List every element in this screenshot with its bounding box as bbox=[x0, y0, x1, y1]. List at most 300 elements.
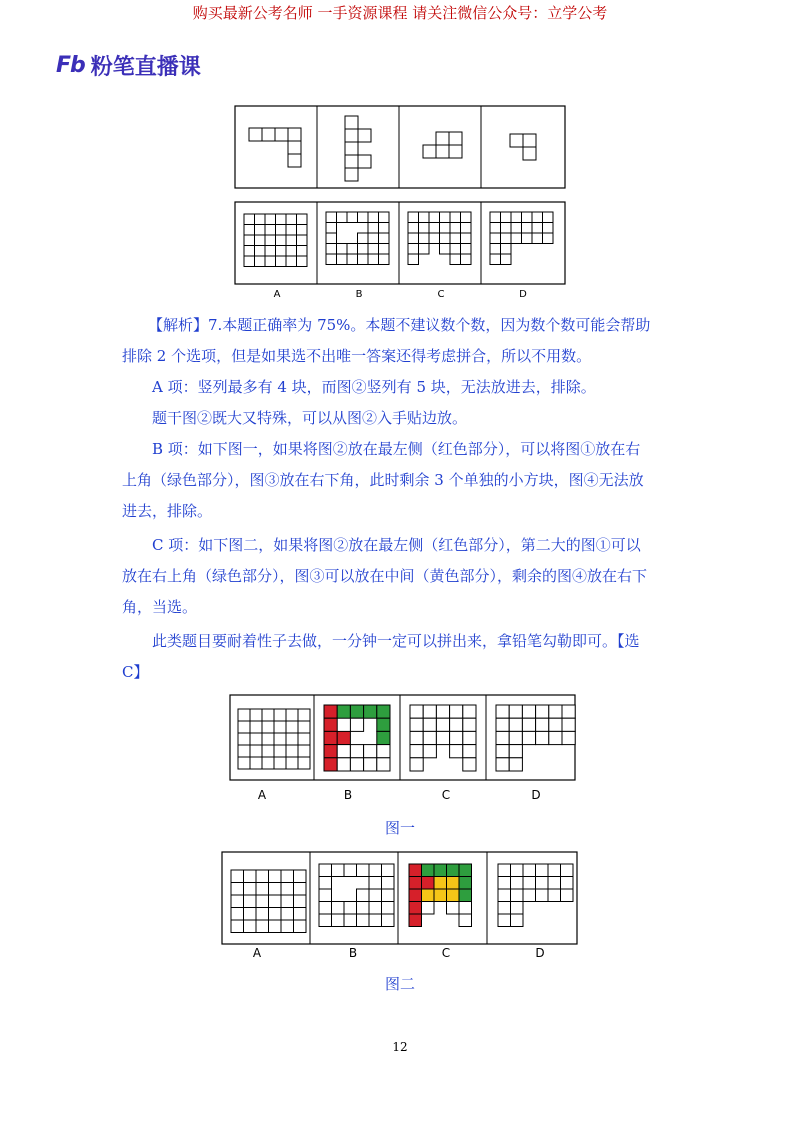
analysis-paragraph-3: 题干图②既大又特殊，可以从图②入手贴边放。 bbox=[152, 409, 468, 427]
grid-cell bbox=[461, 244, 472, 255]
grid-cell bbox=[450, 244, 461, 255]
grid-cell bbox=[269, 908, 282, 921]
grid-cell bbox=[434, 877, 447, 890]
grid-cell bbox=[231, 908, 244, 921]
grid-cell bbox=[337, 758, 350, 771]
grid-cell bbox=[450, 731, 463, 744]
grid-cell bbox=[265, 225, 276, 236]
grid-cell bbox=[498, 877, 511, 890]
grid-cell bbox=[269, 883, 282, 896]
grid-cell bbox=[536, 705, 549, 718]
grid-cell bbox=[324, 705, 337, 718]
grid-cell bbox=[463, 745, 476, 758]
fig2-choice-c: C bbox=[441, 946, 451, 960]
grid-cell bbox=[511, 877, 524, 890]
grid-cell bbox=[408, 233, 419, 244]
grid-cell bbox=[509, 745, 522, 758]
page-number: 12 bbox=[392, 1040, 408, 1054]
grid-cell bbox=[501, 223, 512, 234]
grid-cell bbox=[250, 721, 262, 733]
analysis-line: B 项：如下图一，如果将图②放在最左侧（红色部分），可以将图①放在右 bbox=[152, 440, 641, 458]
grid-cell bbox=[286, 225, 297, 236]
grid-cell bbox=[265, 246, 276, 257]
grid-cell bbox=[436, 145, 449, 158]
grid-cell bbox=[450, 233, 461, 244]
grid-cell bbox=[298, 721, 310, 733]
grid-cell bbox=[357, 889, 370, 902]
analysis-line: 此类题目要耐着性子去做，一分钟一定可以拼出来，拿铅笔勾勒即可。【选 bbox=[152, 632, 640, 650]
grid-cell bbox=[410, 758, 423, 771]
grid-cell bbox=[288, 141, 301, 154]
grid-cell bbox=[281, 870, 294, 883]
grid-cell bbox=[297, 246, 308, 257]
grid-cell bbox=[429, 212, 440, 223]
grid-cell bbox=[357, 864, 370, 877]
figure-1 bbox=[230, 695, 575, 780]
fenbi-logo bbox=[56, 50, 201, 81]
grid-cell bbox=[536, 877, 549, 890]
analysis-line: 角，当选。 bbox=[122, 598, 198, 616]
grid-cell bbox=[358, 155, 371, 168]
grid-cell bbox=[408, 212, 419, 223]
grid-cell bbox=[536, 864, 549, 877]
analysis-line: 【解析】7.本题正确率为 75%。本题不建议数个数，因为数个数可能会帮助 bbox=[148, 316, 651, 334]
grid-cell bbox=[369, 914, 382, 927]
grid-cell bbox=[561, 864, 574, 877]
grid-cell bbox=[250, 709, 262, 721]
grid-cell bbox=[275, 128, 288, 141]
grid-cell bbox=[250, 745, 262, 757]
grid-cell bbox=[297, 256, 308, 267]
grid-cell bbox=[429, 233, 440, 244]
grid-cell bbox=[419, 244, 430, 255]
grid-cell bbox=[337, 212, 348, 223]
grid-cell bbox=[410, 731, 423, 744]
choice-label-d: D bbox=[519, 289, 527, 300]
grid-cell bbox=[274, 733, 286, 745]
grid-cell bbox=[447, 877, 460, 890]
grid-cell bbox=[510, 134, 523, 147]
grid-cell bbox=[419, 212, 430, 223]
grid-cell bbox=[436, 705, 449, 718]
fig2-choice-b: B bbox=[348, 946, 358, 960]
grid-cell bbox=[509, 758, 522, 771]
grid-cell bbox=[256, 870, 269, 883]
grid-cell bbox=[358, 244, 369, 255]
grid-cell bbox=[262, 709, 274, 721]
grid-cell bbox=[364, 745, 377, 758]
fig2-choice-d: D bbox=[535, 946, 545, 960]
grid-cell bbox=[536, 731, 549, 744]
grid-cell bbox=[511, 233, 522, 244]
grid-cell bbox=[562, 705, 575, 718]
grid-cell bbox=[297, 225, 308, 236]
grid-cell bbox=[286, 246, 297, 257]
grid-cell bbox=[281, 920, 294, 933]
choice-label-b: B bbox=[355, 289, 363, 300]
grid-cell bbox=[408, 254, 419, 265]
grid-cell bbox=[459, 914, 472, 927]
grid-cell bbox=[549, 731, 562, 744]
grid-cell bbox=[382, 902, 395, 915]
grid-cell bbox=[350, 718, 363, 731]
grid-cell bbox=[501, 244, 512, 255]
grid-cell bbox=[324, 745, 337, 758]
grid-cell bbox=[532, 212, 543, 223]
grid-cell bbox=[256, 895, 269, 908]
grid-cell bbox=[244, 214, 255, 225]
grid-cell bbox=[382, 864, 395, 877]
grid-cell bbox=[523, 864, 536, 877]
grid-cell bbox=[238, 733, 250, 745]
grid-cell bbox=[422, 889, 435, 902]
grid-cell bbox=[423, 705, 436, 718]
grid-cell bbox=[255, 246, 266, 257]
grid-cell bbox=[440, 244, 451, 255]
fig1-choice-b: B bbox=[343, 788, 353, 802]
grid-cell bbox=[511, 889, 524, 902]
grid-cell bbox=[382, 877, 395, 890]
grid-cell bbox=[436, 731, 449, 744]
grid-cell bbox=[368, 212, 379, 223]
grid-cell bbox=[523, 889, 536, 902]
grid-cell bbox=[274, 721, 286, 733]
grid-cell bbox=[350, 758, 363, 771]
grid-cell bbox=[450, 745, 463, 758]
grid-cell bbox=[377, 731, 390, 744]
grid-cell bbox=[244, 246, 255, 257]
grid-cell bbox=[440, 223, 451, 234]
grid-cell bbox=[262, 128, 275, 141]
grid-cell bbox=[377, 745, 390, 758]
grid-cell bbox=[326, 212, 337, 223]
grid-cell bbox=[244, 235, 255, 246]
grid-cell bbox=[379, 244, 390, 255]
grid-cell bbox=[231, 870, 244, 883]
grid-cell bbox=[410, 705, 423, 718]
grid-cell bbox=[358, 254, 369, 265]
grid-cell bbox=[410, 745, 423, 758]
grid-cell bbox=[262, 757, 274, 769]
grid-cell bbox=[358, 129, 371, 142]
grid-cell bbox=[543, 223, 554, 234]
grid-cell bbox=[265, 214, 276, 225]
grid-cell bbox=[332, 914, 345, 927]
grid-cell bbox=[543, 233, 554, 244]
grid-cell bbox=[298, 757, 310, 769]
grid-cell bbox=[490, 223, 501, 234]
grid-cell bbox=[461, 254, 472, 265]
grid-cell bbox=[382, 914, 395, 927]
grid-cell bbox=[509, 705, 522, 718]
grid-cell bbox=[262, 745, 274, 757]
grid-cell bbox=[423, 745, 436, 758]
grid-cell bbox=[377, 705, 390, 718]
grid-cell bbox=[409, 902, 422, 915]
grid-cell bbox=[332, 864, 345, 877]
grid-cell bbox=[324, 718, 337, 731]
grid-cell bbox=[368, 233, 379, 244]
grid-cell bbox=[288, 154, 301, 167]
grid-cell bbox=[543, 212, 554, 223]
grid-cell bbox=[269, 870, 282, 883]
grid-cell bbox=[377, 758, 390, 771]
logo-mark: Fb bbox=[56, 53, 85, 78]
grid-cell bbox=[364, 705, 377, 718]
grid-cell bbox=[434, 889, 447, 902]
grid-cell bbox=[523, 134, 536, 147]
grid-cell bbox=[326, 244, 337, 255]
grid-cell bbox=[422, 902, 435, 915]
grid-cell bbox=[281, 883, 294, 896]
grid-cell bbox=[294, 908, 307, 921]
grid-cell bbox=[449, 132, 462, 145]
grid-cell bbox=[447, 889, 460, 902]
grid-cell bbox=[522, 731, 535, 744]
grid-cell bbox=[490, 233, 501, 244]
grid-cell bbox=[548, 864, 561, 877]
grid-cell bbox=[490, 244, 501, 255]
grid-cell bbox=[294, 895, 307, 908]
grid-cell bbox=[319, 877, 332, 890]
grid-cell bbox=[511, 212, 522, 223]
grid-cell bbox=[496, 745, 509, 758]
grid-cell bbox=[496, 718, 509, 731]
grid-cell bbox=[511, 223, 522, 234]
grid-cell bbox=[408, 223, 419, 234]
grid-cell bbox=[490, 212, 501, 223]
grid-cell bbox=[250, 733, 262, 745]
grid-cell bbox=[369, 889, 382, 902]
grid-cell bbox=[294, 870, 307, 883]
grid-cell bbox=[536, 718, 549, 731]
grid-cell bbox=[286, 733, 298, 745]
grid-cell bbox=[549, 718, 562, 731]
grid-cell bbox=[344, 864, 357, 877]
grid-cell bbox=[276, 225, 287, 236]
grid-cell bbox=[410, 718, 423, 731]
grid-cell bbox=[294, 920, 307, 933]
grid-cell bbox=[447, 864, 460, 877]
grid-cell bbox=[498, 902, 511, 915]
grid-cell bbox=[255, 225, 266, 236]
grid-cell bbox=[536, 889, 549, 902]
grid-cell bbox=[256, 920, 269, 933]
grid-cell bbox=[422, 877, 435, 890]
grid-cell bbox=[294, 883, 307, 896]
grid-cell bbox=[244, 225, 255, 236]
grid-cell bbox=[319, 902, 332, 915]
grid-cell bbox=[463, 718, 476, 731]
grid-cell bbox=[345, 168, 358, 181]
analysis-line: 上角（绿色部分），图③放在右下角，此时剩余 3 个单独的小方块，图④无法放 bbox=[122, 471, 644, 489]
grid-cell bbox=[409, 914, 422, 927]
grid-cell bbox=[379, 212, 390, 223]
grid-cell bbox=[357, 914, 370, 927]
fig2-choice-a: A bbox=[252, 946, 262, 960]
answer-line: C】 bbox=[122, 663, 149, 681]
grid-cell bbox=[408, 244, 419, 255]
grid-cell bbox=[297, 214, 308, 225]
grid-cell bbox=[255, 256, 266, 267]
grid-cell bbox=[463, 731, 476, 744]
grid-cell bbox=[337, 254, 348, 265]
figure-1-caption: 图一 bbox=[384, 819, 415, 837]
grid-cell bbox=[298, 709, 310, 721]
grid-cell bbox=[369, 902, 382, 915]
grid-cell bbox=[440, 233, 451, 244]
grid-cell bbox=[522, 233, 533, 244]
grid-cell bbox=[244, 883, 257, 896]
puzzle-figure bbox=[235, 106, 565, 306]
grid-cell bbox=[522, 212, 533, 223]
grid-cell bbox=[324, 731, 337, 744]
grid-cell bbox=[450, 254, 461, 265]
grid-cell bbox=[265, 256, 276, 267]
grid-cell bbox=[286, 757, 298, 769]
grid-cell bbox=[459, 889, 472, 902]
grid-cell bbox=[298, 745, 310, 757]
grid-cell bbox=[262, 721, 274, 733]
grid-cell bbox=[250, 757, 262, 769]
grid-cell bbox=[281, 895, 294, 908]
grid-cell bbox=[238, 709, 250, 721]
grid-cell bbox=[498, 914, 511, 927]
grid-cell bbox=[496, 758, 509, 771]
grid-cell bbox=[281, 908, 294, 921]
grid-cell bbox=[276, 246, 287, 257]
grid-cell bbox=[350, 705, 363, 718]
grid-cell bbox=[368, 244, 379, 255]
grid-cell bbox=[286, 709, 298, 721]
grid-cell bbox=[345, 155, 358, 168]
grid-cell bbox=[436, 132, 449, 145]
grid-cell bbox=[286, 256, 297, 267]
grid-cell bbox=[509, 718, 522, 731]
choice-label-a: A bbox=[273, 289, 281, 300]
grid-cell bbox=[449, 145, 462, 158]
grid-cell bbox=[523, 877, 536, 890]
grid-cell bbox=[422, 864, 435, 877]
grid-cell bbox=[450, 223, 461, 234]
grid-cell bbox=[326, 233, 337, 244]
grid-cell bbox=[377, 718, 390, 731]
figure-2-caption: 图二 bbox=[384, 975, 415, 993]
grid-cell bbox=[358, 212, 369, 223]
grid-cell bbox=[523, 147, 536, 160]
grid-cell bbox=[244, 870, 257, 883]
grid-cell bbox=[276, 235, 287, 246]
grid-cell bbox=[324, 758, 337, 771]
grid-cell bbox=[450, 705, 463, 718]
grid-cell bbox=[298, 733, 310, 745]
grid-cell bbox=[326, 254, 337, 265]
header-note: 购买最新公考名师 一手资源课程 请关注微信公众号：立学公考 bbox=[192, 4, 608, 22]
grid-cell bbox=[459, 902, 472, 915]
grid-cell bbox=[382, 889, 395, 902]
grid-cell bbox=[409, 877, 422, 890]
grid-cell bbox=[511, 914, 524, 927]
grid-cell bbox=[561, 889, 574, 902]
fig1-choice-d: D bbox=[531, 788, 541, 802]
grid-cell bbox=[562, 731, 575, 744]
analysis-line: 放在右上角（绿色部分），图③可以放在中间（黄色部分），剩余的图④放在右下 bbox=[122, 567, 648, 585]
grid-cell bbox=[326, 223, 337, 234]
grid-cell bbox=[256, 908, 269, 921]
grid-cell bbox=[244, 895, 257, 908]
grid-cell bbox=[450, 212, 461, 223]
grid-cell bbox=[244, 908, 257, 921]
grid-cell bbox=[357, 902, 370, 915]
grid-cell bbox=[511, 864, 524, 877]
grid-cell bbox=[522, 718, 535, 731]
grid-cell bbox=[549, 705, 562, 718]
grid-cell bbox=[347, 212, 358, 223]
grid-cell bbox=[509, 731, 522, 744]
grid-cell bbox=[249, 128, 262, 141]
grid-cell bbox=[337, 731, 350, 744]
grid-cell bbox=[345, 116, 358, 129]
grid-cell bbox=[244, 920, 257, 933]
grid-cell bbox=[419, 223, 430, 234]
grid-cell bbox=[423, 718, 436, 731]
grid-cell bbox=[347, 244, 358, 255]
grid-cell bbox=[269, 920, 282, 933]
grid-cell bbox=[379, 233, 390, 244]
grid-cell bbox=[286, 721, 298, 733]
grid-cell bbox=[276, 214, 287, 225]
choice-label-c: C bbox=[437, 289, 445, 300]
grid-cell bbox=[244, 256, 255, 267]
figure-2 bbox=[222, 852, 577, 944]
grid-cell bbox=[274, 709, 286, 721]
grid-cell bbox=[358, 233, 369, 244]
grid-cell bbox=[522, 705, 535, 718]
grid-cell bbox=[319, 864, 332, 877]
analysis-paragraph-1 bbox=[148, 310, 708, 341]
grid-cell bbox=[276, 256, 287, 267]
grid-cell bbox=[238, 757, 250, 769]
grid-cell bbox=[369, 864, 382, 877]
grid-cell bbox=[501, 233, 512, 244]
grid-cell bbox=[231, 883, 244, 896]
grid-cell bbox=[319, 889, 332, 902]
grid-cell bbox=[511, 902, 524, 915]
grid-cell bbox=[368, 254, 379, 265]
grid-cell bbox=[332, 902, 345, 915]
grid-cell bbox=[262, 733, 274, 745]
grid-cell bbox=[409, 889, 422, 902]
grid-cell bbox=[463, 705, 476, 718]
grid-cell bbox=[434, 864, 447, 877]
grid-cell bbox=[496, 705, 509, 718]
fig1-choice-c: C bbox=[441, 788, 451, 802]
grid-cell bbox=[423, 731, 436, 744]
grid-cell bbox=[440, 212, 451, 223]
grid-cell bbox=[344, 902, 357, 915]
grid-cell bbox=[238, 721, 250, 733]
grid-cell bbox=[286, 235, 297, 246]
grid-cell bbox=[274, 745, 286, 757]
grid-cell bbox=[459, 864, 472, 877]
grid-cell bbox=[345, 129, 358, 142]
grid-cell bbox=[498, 889, 511, 902]
grid-cell bbox=[255, 214, 266, 225]
grid-cell bbox=[364, 758, 377, 771]
grid-cell bbox=[286, 214, 297, 225]
grid-cell bbox=[350, 745, 363, 758]
logo-text: 粉笔直播课 bbox=[90, 55, 201, 80]
